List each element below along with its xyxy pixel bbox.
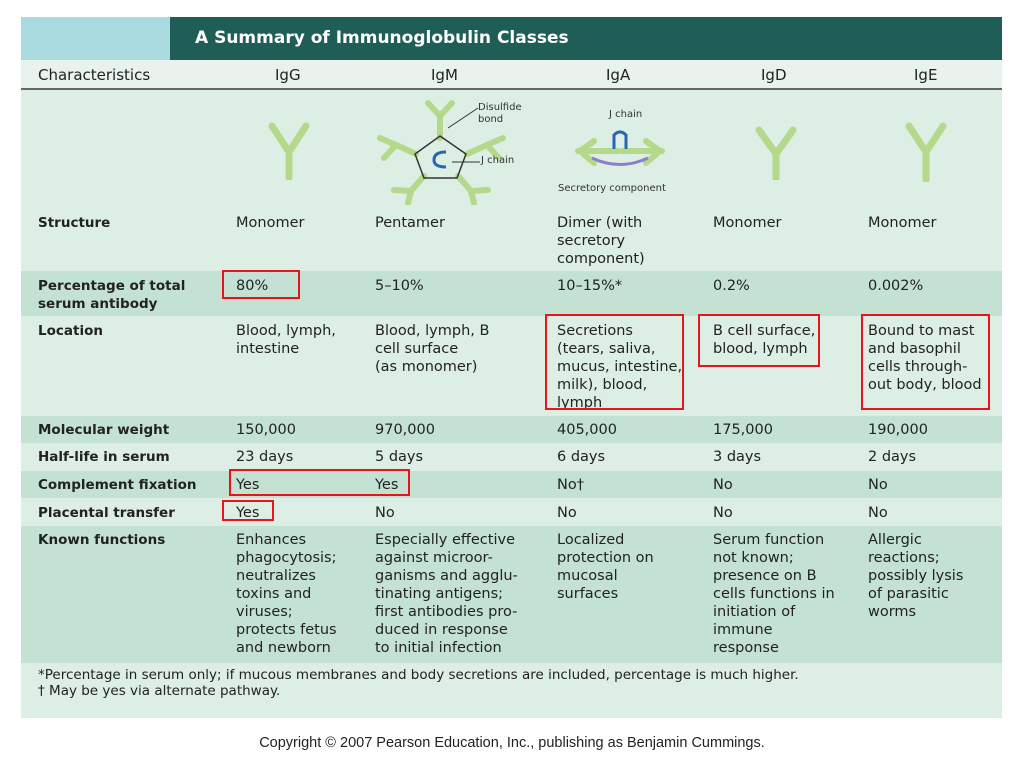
cell-location-igd: B cell surface, blood, lymph xyxy=(713,323,816,357)
table-title: A Summary of Immunoglobulin Classes xyxy=(170,17,1002,60)
row-label-percentage: Percentage of total serum antibody xyxy=(38,278,186,312)
header-igg: IgG xyxy=(275,66,301,84)
footnote-percentage: *Percentage in serum only; if mucous membranes and body secretions are included, percentage is much higher. xyxy=(38,667,799,683)
cell-functions-iga: Localized protection on mucosal surfaces xyxy=(557,532,654,602)
header-igm: IgM xyxy=(431,66,458,84)
igd-monomer-diagram xyxy=(753,124,799,180)
iga-dimer-diagram xyxy=(574,125,666,177)
cell-placental-igg: Yes xyxy=(236,505,260,521)
cell-structure-igm: Pentamer xyxy=(375,215,445,231)
row-label-placental-transfer: Placental transfer xyxy=(38,505,175,521)
cell-percentage-igm: 5–10% xyxy=(375,278,424,294)
highlight-box-iga-location xyxy=(545,314,684,410)
cell-location-igg: Blood, lymph, intestine xyxy=(236,323,336,357)
cell-mw-igg: 150,000 xyxy=(236,422,296,438)
cell-complement-igd: No xyxy=(713,477,733,493)
cell-percentage-igd: 0.2% xyxy=(713,278,750,294)
cell-structure-igg: Monomer xyxy=(236,215,305,231)
cell-placental-igd: No xyxy=(713,505,733,521)
copyright-text: Copyright © 2007 Pearson Education, Inc., publishing as Benjamin Cummings. xyxy=(259,735,765,751)
row-label-molecular-weight: Molecular weight xyxy=(38,422,170,438)
cell-mw-ige: 190,000 xyxy=(868,422,928,438)
cell-complement-igg: Yes xyxy=(236,477,260,493)
igm-j-chain-label: J chain xyxy=(481,155,515,166)
disulfide-bond-label: Disulfide bond xyxy=(478,102,522,125)
cell-location-ige: Bound to mast and basophil cells through- out body, blood xyxy=(868,323,982,393)
header-igd: IgD xyxy=(761,66,787,84)
cell-mw-iga: 405,000 xyxy=(557,422,617,438)
row-label-complement-fixation: Complement fixation xyxy=(38,477,197,493)
cell-halflife-ige: 2 days xyxy=(868,449,917,465)
cell-placental-ige: No xyxy=(868,505,888,521)
cell-functions-igm: Especially effective against microor- ganisms and agglu- tinating antigens; first antibodies pro- duced in response to initial infection xyxy=(375,532,518,656)
title-accent xyxy=(21,17,170,60)
secretory-component-label: Secretory component xyxy=(558,183,666,194)
iga-j-chain-label: J chain xyxy=(609,109,643,120)
cell-complement-igm: Yes xyxy=(375,477,399,493)
cell-location-iga: Secretions (tears, saliva, mucus, intestine, milk), blood, lymph xyxy=(557,323,683,411)
highlight-box-complement-fixation xyxy=(229,469,410,496)
cell-functions-igd: Serum function not known; presence on B cells functions in initiation of immune response xyxy=(713,532,835,656)
highlight-box-igg-percentage xyxy=(222,270,300,299)
cell-halflife-iga: 6 days xyxy=(557,449,606,465)
row-label-location: Location xyxy=(38,323,103,339)
cell-halflife-igg: 23 days xyxy=(236,449,294,465)
cell-halflife-igd: 3 days xyxy=(713,449,762,465)
header-ige: IgE xyxy=(914,66,938,84)
highlight-box-ige-location xyxy=(861,314,990,410)
cell-percentage-igg: 80% xyxy=(236,278,269,294)
highlight-box-igd-location xyxy=(698,314,820,367)
highlight-box-igg-placental xyxy=(222,500,274,521)
header-iga: IgA xyxy=(606,66,631,84)
cell-percentage-ige: 0.002% xyxy=(868,278,924,294)
cell-structure-igd: Monomer xyxy=(713,215,782,231)
cell-functions-igg: Enhances phagocytosis; neutralizes toxins and viruses; protects fetus and newborn xyxy=(236,532,337,656)
cell-structure-ige: Monomer xyxy=(868,215,937,231)
cell-percentage-iga: 10–15%* xyxy=(557,278,623,294)
cell-halflife-igm: 5 days xyxy=(375,449,424,465)
row-label-structure: Structure xyxy=(38,215,111,231)
header-row xyxy=(21,60,1002,90)
cell-complement-iga: No† xyxy=(557,477,584,493)
cell-functions-ige: Allergic reactions; possibly lysis of parasitic worms xyxy=(868,532,964,620)
row-label-half-life: Half-life in serum xyxy=(38,449,170,465)
cell-mw-igd: 175,000 xyxy=(713,422,773,438)
row-label-known-functions: Known functions xyxy=(38,532,166,548)
igg-monomer-diagram xyxy=(266,120,312,180)
cell-placental-iga: No xyxy=(557,505,577,521)
cell-complement-ige: No xyxy=(868,477,888,493)
ige-monomer-diagram xyxy=(903,120,949,182)
header-characteristics: Characteristics xyxy=(38,66,151,84)
cell-placental-igm: No xyxy=(375,505,395,521)
footnote-alternate-pathway: † May be yes via alternate pathway. xyxy=(38,683,281,699)
cell-location-igm: Blood, lymph, B cell surface (as monomer) xyxy=(375,323,490,375)
cell-mw-igm: 970,000 xyxy=(375,422,435,438)
cell-structure-iga: Dimer (with secretory component) xyxy=(557,215,645,267)
